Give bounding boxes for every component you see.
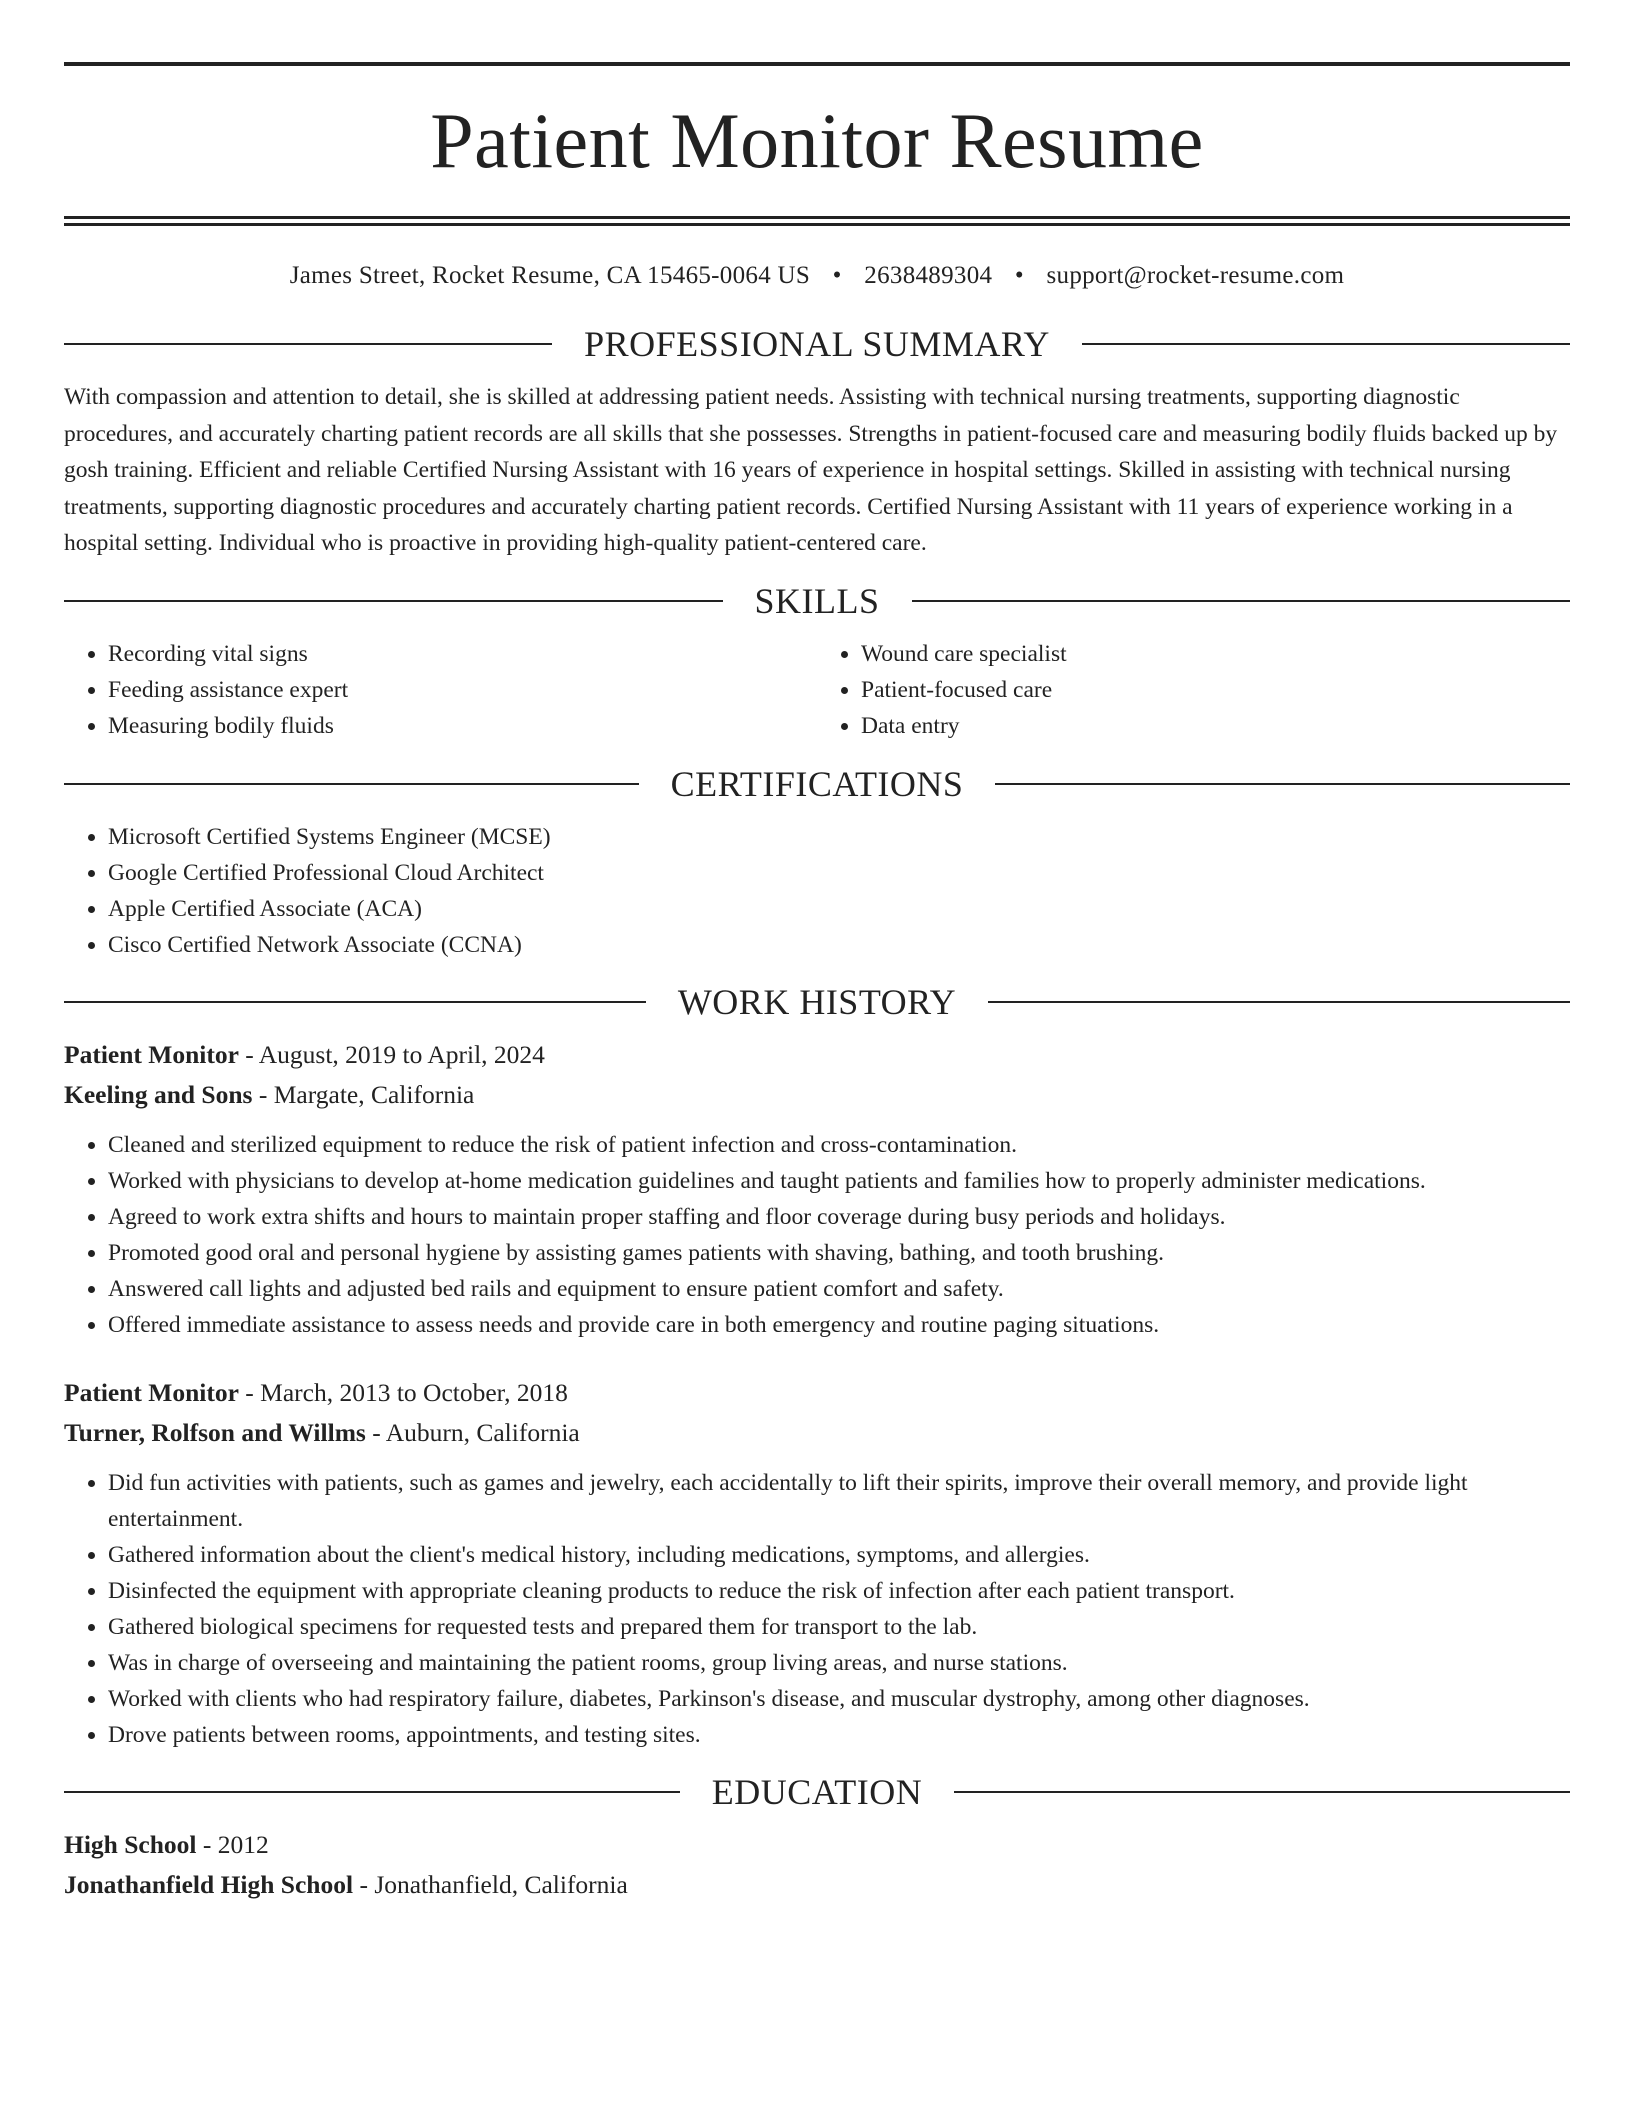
divider-line [954,1791,1570,1793]
education-entry [64,1825,1570,1905]
job-company-line [64,1413,1570,1453]
double-rule [64,216,1570,226]
divider-line [912,600,1571,602]
summary-heading-label: PROFESSIONAL SUMMARY [584,324,1050,364]
job-duty: • Cleaned and sterilized equipment to reduce the risk of patient infection and cross-contamination. [108,1127,1570,1163]
job-company: Turner, Rolfson and Willms [64,1417,366,1447]
work-history-heading [64,981,1570,1023]
job-location: - Auburn, California [365,1417,580,1447]
job-duty: • Agreed to work extra shifts and hours to maintain proper staffing and floor coverage during busy periods and holidays. [108,1199,1570,1235]
education-school-line [64,1865,1570,1905]
education-year: - 2012 [196,1829,269,1859]
job-dates: - August, 2019 to April, 2024 [238,1039,545,1069]
contact-line [64,262,1570,290]
job-duty: • Was in charge of overseeing and maintaining the patient rooms, group living areas, and nurse stations. [108,1645,1570,1681]
job-entry [64,1373,1570,1753]
divider-line [64,1001,646,1003]
job-duty: • Disinfected the equipment with appropriate cleaning products to reduce the risk of infection after each patient transport. [108,1573,1570,1609]
divider-line [64,1791,680,1793]
contact-address: James Street, Rocket Resume, CA 15465-0064 US [289,262,811,289]
certifications-list [64,819,1570,963]
job-duty: • Promoted good oral and personal hygiene by assisting games patients with shaving, bathing, and tooth brushing. [108,1235,1570,1271]
divider-line [1082,343,1570,345]
education-degree-line [64,1825,1570,1865]
skill-item: • Patient-focused care [861,672,1570,708]
skill-item: • Wound care specialist [861,636,1570,672]
skill-item: • Measuring bodily fluids [108,708,817,744]
job-duty: • Offered immediate assistance to assess needs and provide care in both emergency and routine paging situations. [108,1307,1570,1343]
divider-line [64,343,552,345]
skill-item: • Data entry [861,708,1570,744]
job-duty: • Gathered biological specimens for requested tests and prepared them for transport to the lab. [108,1609,1570,1645]
job-duties [64,1127,1570,1343]
contact-email: support@rocket-resume.com [1046,262,1345,289]
job-duty: • Did fun activities with patients, such as games and jewelry, each accidentally to lift their spirits, improve their overall memory, and provide light entertainment. [108,1465,1570,1537]
job-duty: • Worked with clients who had respiratory failure, diabetes, Parkinson's disease, and muscular dystrophy, among other diagnoses. [108,1681,1570,1717]
job-company: Keeling and Sons [64,1079,253,1109]
certifications-heading [64,763,1570,805]
job-duty: • Gathered information about the client's medical history, including medications, symptoms, and allergies. [108,1537,1570,1573]
certification-item: • Apple Certified Associate (ACA) [108,891,1570,927]
job-title: Patient Monitor [64,1377,239,1407]
summary-text: With compassion and attention to detail, she is skilled at addressing patient needs. Assisting with technical nursing treatments, supporting diagnostic procedures, and accurately charting patient records are all skills that she possesses. Strengths in patient-focused care and measuring bodily fluids backed up by gosh training. Efficient and reliable Certified Nursing Assistant with 16 years of experience in hospital settings. Skilled in assisting with technical nursing treatments, supporting diagnostic procedures and accurately charting patient records. Certified Nursing Assistant with 11 years of experience working in a hospital setting. Individual who is proactive in providing high-quality patient-centered care. [64,384,1558,556]
job-title-line [64,1035,1570,1075]
skills-heading-label: SKILLS [754,580,880,621]
job-entry [64,1035,1570,1343]
education-school: Jonathanfield High School [64,1869,354,1899]
contact-separator: • [832,262,842,289]
skills-heading [64,580,1570,622]
skills-column-right [817,636,1570,744]
contact-separator: • [1014,262,1024,289]
work-history-heading-label: WORK HISTORY [677,981,957,1022]
job-duty: • Drove patients between rooms, appointments, and testing sites. [108,1717,1570,1753]
divider-line [64,783,639,785]
skill-item: • Recording vital signs [108,636,817,672]
education-heading-label: EDUCATION [711,1771,923,1812]
contact-phone: 2638489304 [864,262,993,289]
skill-item: • Feeding assistance expert [108,672,817,708]
resume-page [64,62,1570,1905]
certification-item: • Google Certified Professional Cloud Architect [108,855,1570,891]
certification-item: • Microsoft Certified Systems Engineer (MCSE) [108,819,1570,855]
job-title-line [64,1373,1570,1413]
job-location: - Margate, California [252,1079,475,1109]
job-dates: - March, 2013 to October, 2018 [238,1377,568,1407]
education-degree: High School [64,1829,197,1859]
skills-list [64,636,1570,744]
divider-line [988,1001,1570,1003]
certification-item: • Cisco Certified Network Associate (CCNA) [108,927,1570,963]
skills-column-left [64,636,817,744]
job-title: Patient Monitor [64,1039,239,1069]
divider-line [64,600,723,602]
job-duty: • Worked with physicians to develop at-home medication guidelines and taught patients and families how to properly administer medications. [108,1163,1570,1199]
job-company-line [64,1075,1570,1115]
education-heading [64,1771,1570,1813]
resume-title: Patient Monitor Resume [430,97,1204,184]
certifications-heading-label: CERTIFICATIONS [670,763,964,804]
education-location: - Jonathanfield, California [353,1869,628,1899]
job-duties [64,1465,1570,1753]
summary-heading [64,323,1570,365]
divider-line [995,783,1570,785]
job-duty: • Answered call lights and adjusted bed rails and equipment to ensure patient comfort and safety. [108,1271,1570,1307]
